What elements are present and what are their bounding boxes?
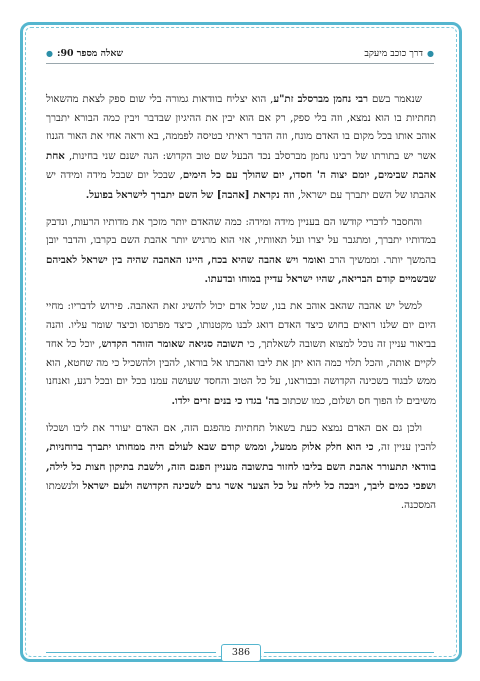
bold-text-run: כי הוא חלק אלוק ממעל, וממש קודם שבא לעולם היה ממחותו יתברך ברוחניות, בוודאי תתעורר אהבת השם בליבו לחזור בתשובה מעניין הפגם הזה, ולשבת בתיקון חצות כל לילה, ושפכי כמים ליבך, ויבכה כל לילה על כל הצער אשר גרם לשכינה הקדושה ולעם ישראל (46, 441, 436, 493)
text-run: ולנשמתו המסכנה. (46, 481, 436, 511)
paragraph (46, 214, 436, 290)
header-rule (46, 63, 434, 64)
text-run: למשל יש אהבה שהאב אוהב את בנו, שכל אדם יכול להשיג זאת האהבה. פירוש לדבריו: מחיי היום יום שלנו רואים בחוש כיצד האדם דואג לבנו מקטנותו, כיצד מפרנסו וכיצד שומר עליו. והנה בביאור עניין זה נוכל למצוא תשובה לשאלתך, כי (46, 300, 436, 351)
text-run: , שבכל יום שבכל מידה ומידה יש אהבתו של השם יתברך עם ישראל, (46, 170, 436, 201)
book-title-wrap (364, 46, 434, 62)
paragraph (46, 420, 436, 516)
bold-text-run: רבי נחמן מברסלב זת"ע (273, 93, 369, 105)
text-run: שנאמר בשם (368, 94, 422, 105)
footer-rule-left (46, 652, 216, 653)
text-run: ולכן גם אם האדם נמצא כעת בשאול תחתיות מהפגם הזה, אם האדם יעורר את ליבו ושכלו להבין עניין זה, (46, 422, 436, 454)
question-label: שאלה מספר 90: (56, 48, 124, 59)
text-run: והחסבר לדברי קודשו הם בעניין מידה ומידה: כמה שהאדם יותר מזכך את מדותיו הרעות, ונדבק במדותיו יתברך, ומתגבר על יצרו ועל תאוותיו, אזי הוא מרגיש יותר אהבת השם בקרבו, והדבר יובן בהמשך יותר. וממשיך הרב (46, 216, 436, 266)
body-text (46, 90, 436, 523)
text-run: , יוכל כל אחד לקיים אותה, והכל תלוי כמה הוא יתן את ליבו ואהבתו אל בוראו, להבין ולהשכיל כי מה שחטא, הוא ממש לבגוד בשכינה הקדושה ובבוראנו, על כל הטוב והחסד שעושה עמנו בכל יום ובכל רגע, ואנחנו משיבים לו הפוך חס ושלום, כמו שכתוב (46, 339, 436, 407)
bold-text-run: תשובה סגיאה שאומר הזוהר הקדוש (101, 338, 244, 351)
paragraph (46, 298, 436, 412)
book-title: דרך כוכב מיעקב (364, 48, 424, 59)
text-run: , הוא יצליח בוודאות גמורה בלי שום ספק לצאת מהשאול תחתיות בו הוא נמצא, וזה בלי ספק, רק אם הוא יבין את ההיגיון שבדבר ויבין כמה הבורא יתברך אוהב אותו בכל מקום בו האדם מונח, וזה הדבר ראיתי בטיסה לפממה, בא וראה אחי את האור הגנוז אשר יש בתורתו של רבינו נחמן מברסלב נכד הבעל שם טוב הקדוש: הנה ישנם שני בחינות, (46, 94, 436, 162)
ornament-dot-icon: ● (46, 49, 53, 58)
bold-text-run: ואומר ויש אהבה שהיא בכח, היינו האהבה שהיה בין ישראל לאביהם שבשמיים קודם הבריאה, שהיו ישראל עדיין במוחו ובדעתו. (46, 253, 436, 286)
ornament-dot-icon: ● (427, 49, 434, 58)
bold-text-run: אחת אהבת שבימים, יומם יצוה ה' חסדו, יום שהולך עם כל הימים (46, 149, 436, 182)
paragraph (46, 90, 436, 206)
bold-text-run: בה' בגדו כי בנים זרים ילדו. (171, 394, 280, 407)
running-head (46, 46, 434, 62)
page-number: 386 (221, 644, 261, 662)
question-label-wrap (46, 46, 123, 62)
footer-rule-right (264, 652, 434, 653)
bold-text-run: וזה נקראת [אהבה] של השם יתברך לישראל בפועל. (85, 188, 295, 201)
